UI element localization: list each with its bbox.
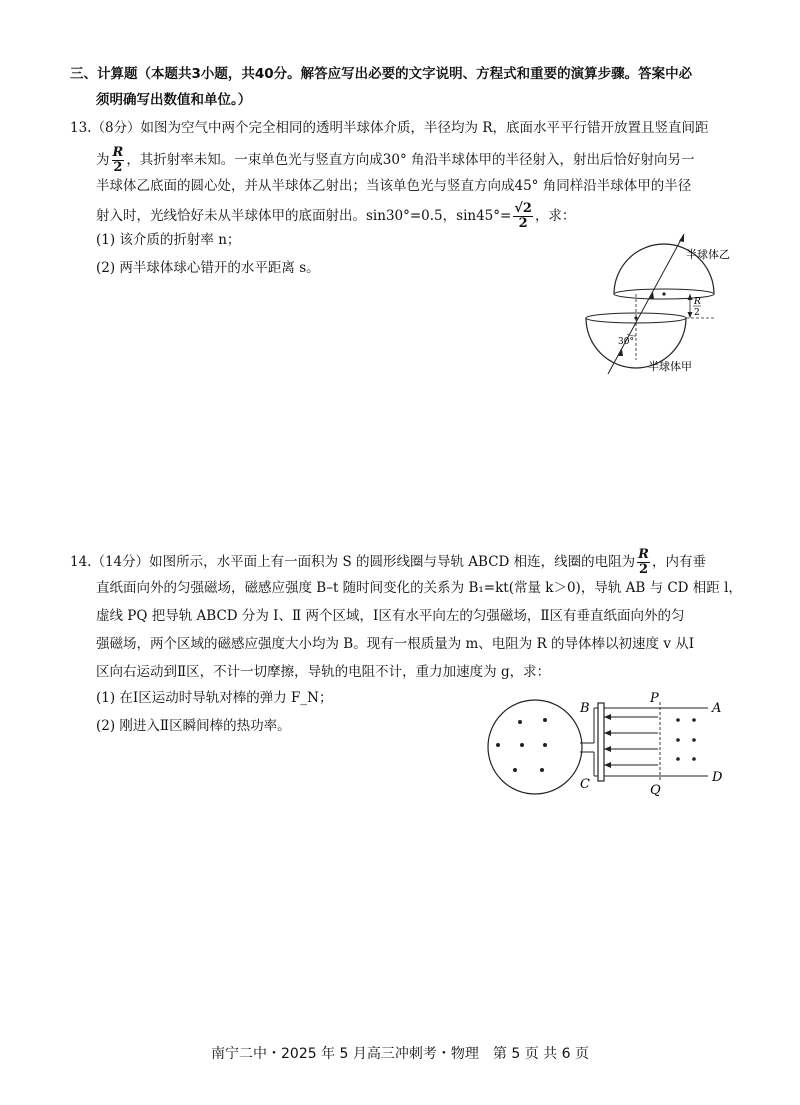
- q13-line4-suffix: ，求：: [534, 208, 576, 224]
- dimension-arrow-up: [688, 294, 693, 300]
- q13-line1: 13.（8分）如图为空气中两个完全相同的透明半球体介质，半径均为 R，底面水平平行错开放置且竖直间距: [70, 120, 709, 136]
- field-dot: [520, 743, 524, 747]
- field-arrow: [604, 714, 611, 720]
- q13-line3: 半球体乙底面的圆心处，并从半球体乙射出；当该单色光与竖直方向成45° 角同样沿半球体甲的半径: [96, 178, 692, 194]
- fraction-numerator: R: [112, 145, 124, 160]
- q14-line4: 强磁场，两个区域的磁感应强度大小均为 B。现有一根质量为 m、电阻为 R 的导体棒以初速度 v 从Ⅰ: [96, 636, 695, 652]
- fraction-r-over-2: [637, 548, 650, 577]
- q13-line2-prefix: 为: [96, 152, 110, 168]
- field-dot: [692, 757, 696, 761]
- label-2: 2: [694, 308, 700, 318]
- field-dot: [543, 718, 547, 722]
- fraction-denominator: 2: [518, 216, 528, 231]
- field-arrow: [604, 762, 611, 768]
- center-dot-yi: [662, 292, 665, 295]
- coil-rails-figure: [480, 690, 740, 800]
- q14-line1-text: 14.（14分）如图所示，水平面上有一面积为 S 的圆形线圈与导轨 ABCD 相连，线圈的电阻为: [70, 554, 636, 570]
- field-dot: [676, 738, 680, 742]
- field-dot: [543, 743, 547, 747]
- field-dot: [496, 743, 500, 747]
- light-ray: [608, 234, 684, 374]
- fraction-r-over-2: [112, 146, 125, 175]
- q13-subquestion-2: (2) 两半球体球心错开的水平距离 s。: [96, 260, 320, 276]
- label-b: B: [580, 701, 590, 716]
- field-dot: [540, 768, 544, 772]
- fraction-denominator: 2: [113, 160, 123, 175]
- field-arrow: [604, 730, 611, 736]
- coil-circle: [488, 700, 582, 794]
- q13-line4: [96, 202, 575, 231]
- light-ray-arrow-top: [679, 234, 684, 242]
- field-dot: [676, 757, 680, 761]
- q14-subquestion-2: (2) 刚进入Ⅱ区瞬间棒的热功率。: [96, 718, 291, 734]
- q13-subquestion-1: (1) 该介质的折射率 n；: [96, 232, 241, 248]
- fraction-numerator: √2: [514, 201, 532, 216]
- field-dot: [513, 768, 517, 772]
- section-title-cont: 须明确写出数值和单位。）: [96, 92, 252, 108]
- label-angle: 30°: [618, 337, 634, 347]
- q14-line1: [70, 548, 706, 577]
- label-q: Q: [650, 783, 661, 798]
- fraction-denominator: 2: [639, 562, 649, 577]
- section-title: 三、计算题（本题共3小题，共40分。解答应写出必要的文字说明、方程式和重要的演算步骤。答案中必: [70, 66, 693, 82]
- q13-line2-text: ，其折射率未知。一束单色光与竖直方向成30° 角沿半球体甲的半径射入，射出后恰好射向另一: [126, 152, 695, 168]
- hemispheres-figure: [578, 232, 738, 382]
- fraction-numerator: R: [638, 547, 649, 562]
- q13-line2: [96, 146, 695, 175]
- field-dot: [692, 738, 696, 742]
- label-a: A: [712, 701, 722, 716]
- q14-line5: 区向右运动到Ⅱ区，不计一切摩擦，导轨的电阻不计，重力加速度为 g，求：: [96, 664, 551, 680]
- label-c: C: [580, 777, 590, 792]
- label-hemisphere-yi: 半球体乙: [686, 248, 730, 261]
- label-p: P: [650, 691, 659, 706]
- q14-line1-suffix: ，内有垂: [651, 554, 706, 570]
- field-dot: [676, 718, 680, 722]
- q14-line2: 直纸面向外的匀强磁场，磁感应强度 B–t 随时间变化的关系为 B₁=kt(常量 k＞0)，导轨 AB 与 CD 相距 l，: [96, 580, 742, 596]
- center-dot-jia: [634, 316, 637, 319]
- q14-line3: 虚线 PQ 把导轨 ABCD 分为 Ⅰ、Ⅱ 两个区域，Ⅰ区有水平向左的匀强磁场，Ⅱ区有垂直纸面向外的匀: [96, 608, 685, 624]
- page-footer: 南宁二中・2025 年 5 月高三冲刺考・物理 第 5 页 共 6 页: [211, 1046, 589, 1062]
- label-hemisphere-jia: 半球体甲: [648, 360, 692, 373]
- fraction-sqrt2-over-2: [513, 202, 533, 231]
- label-r: R: [694, 297, 701, 307]
- dimension-arrow-down: [688, 312, 693, 318]
- field-arrow: [604, 746, 611, 752]
- field-dot: [692, 718, 696, 722]
- conductor-rod: [598, 703, 604, 781]
- field-dot: [518, 720, 522, 724]
- label-d: D: [712, 770, 723, 785]
- q13-line4-text: 射入时，光线恰好未从半球体甲的底面射出。sin30°=0.5，sin45°=: [96, 208, 512, 224]
- q14-subquestion-1: (1) 在Ⅰ区运动时导轨对棒的弹力 F_N；: [96, 690, 333, 706]
